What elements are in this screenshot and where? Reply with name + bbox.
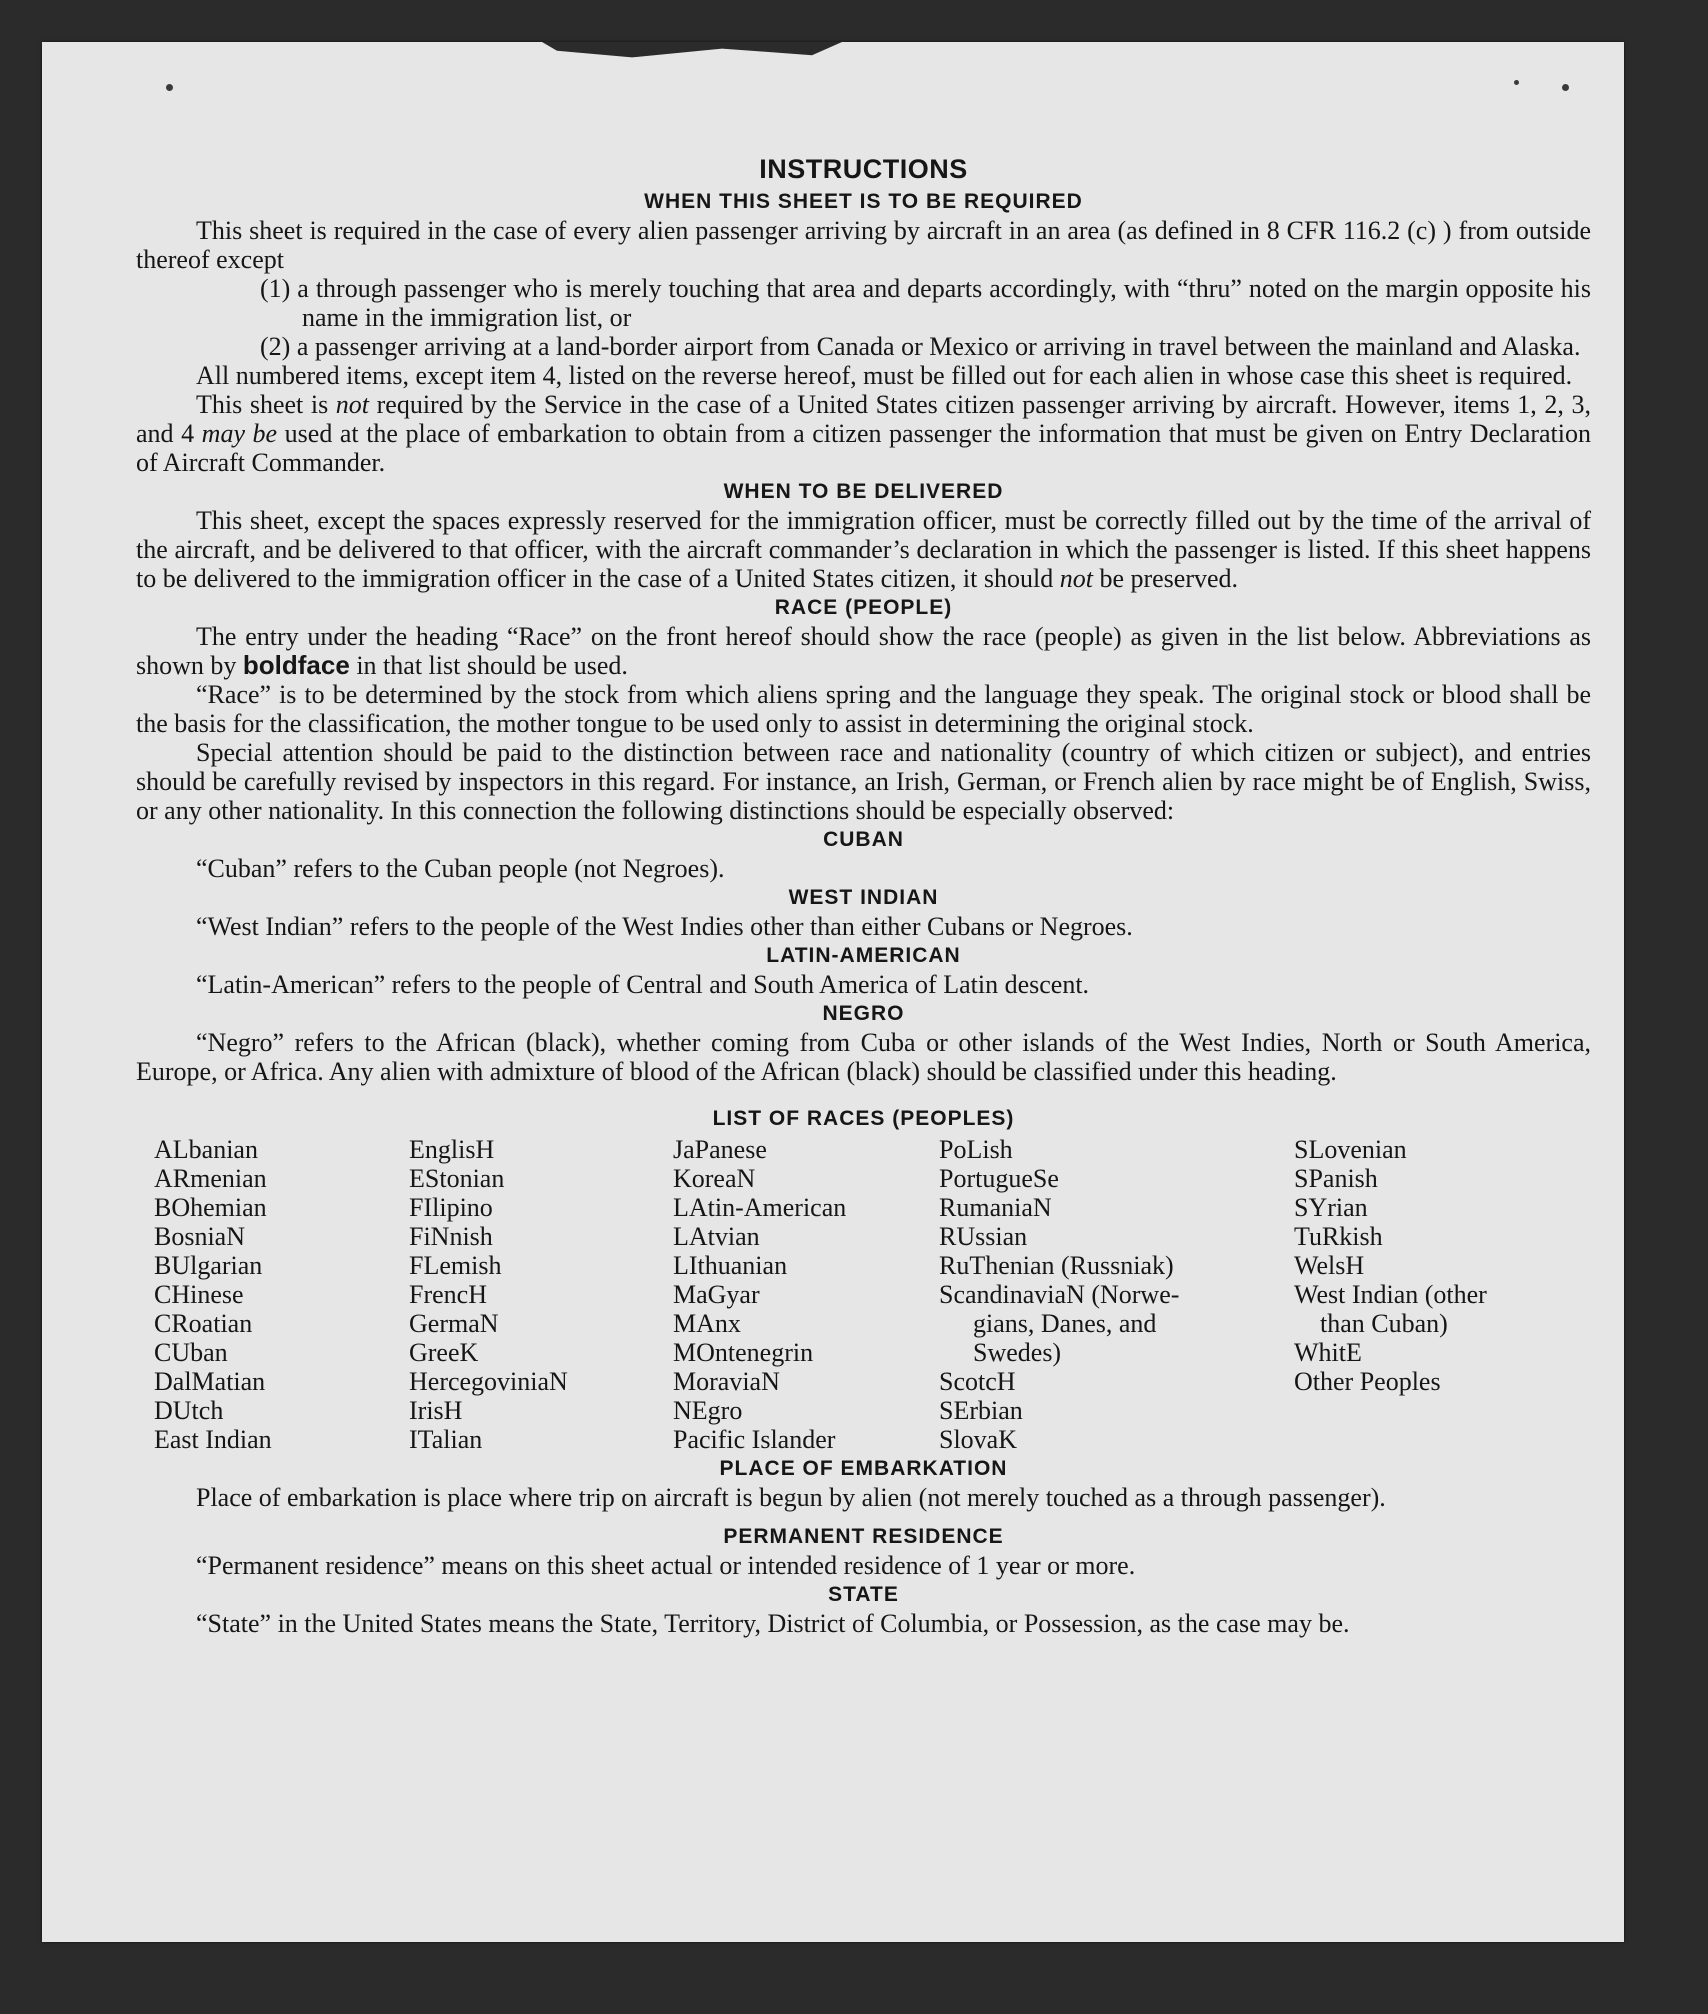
race-entry: MoraviaN <box>673 1367 780 1396</box>
race-entry: BUlgarian <box>154 1251 263 1280</box>
instructions-content <box>136 112 1591 1638</box>
race-entry: KoreaN <box>673 1164 756 1193</box>
list-item: (1) a through passenger who is merely touching that area and departs accordingly, with “thru” noted on the margin opposite his name in the immigration list, or <box>260 274 1591 332</box>
race-entry: CUban <box>154 1338 228 1367</box>
race-column <box>673 1135 939 1454</box>
punch-mark <box>1562 84 1569 91</box>
race-entry: CHinese <box>154 1280 244 1309</box>
race-entry: BosniaN <box>154 1222 245 1251</box>
punch-mark <box>166 84 173 91</box>
race-entry: LAtin-American <box>673 1193 847 1222</box>
heading-cuban: CUBAN <box>823 828 904 851</box>
list-item: (2) a passenger arriving at a land-border airport from Canada or Mexico or arriving in travel between the mainland and Alaska. <box>260 332 1581 361</box>
race-entry: SYrian <box>1294 1193 1368 1222</box>
race-entry: RumaniaN <box>939 1193 1052 1222</box>
race-entry: FrencH <box>409 1280 487 1309</box>
race-entry: IrisH <box>409 1396 463 1425</box>
paragraph: Place of embarkation is place where trip on aircraft is begun by alien (not merely touched as a through passenger). <box>196 1483 1386 1512</box>
race-entry: EnglisH <box>409 1135 495 1164</box>
race-entry-continued: than Cuban) <box>1320 1309 1448 1338</box>
race-entry: MAnx <box>673 1309 741 1338</box>
paragraph: “Negro” refers to the African (black), whether coming from Cuba or other islands of the West Indies, North or South America, Europe, or Africa. Any alien with admixture of blood of the African (black) should be classified under this heading. <box>136 1028 1591 1086</box>
paragraph: This sheet is required in the case of every alien passenger arriving by aircraft in an area (as defined in 8 CFR 116.2 (c) ) from outside thereof except <box>136 216 1591 274</box>
race-column <box>939 1135 1294 1454</box>
race-entry: HercegoviniaN <box>409 1367 568 1396</box>
paragraph: All numbered items, except item 4, listed on the reverse hereof, must be filled out for each alien in whose case this sheet is required. <box>196 361 1573 390</box>
race-entry: EStonian <box>409 1164 505 1193</box>
heading-when-required: WHEN THIS SHEET IS TO BE REQUIRED <box>644 190 1083 213</box>
paragraph: “Permanent residence” means on this sheet actual or intended residence of 1 year or more. <box>196 1551 1136 1580</box>
race-entry: ALbanian <box>154 1135 258 1164</box>
race-entry: SErbian <box>939 1396 1023 1425</box>
race-entry: SlovaK <box>939 1425 1017 1454</box>
race-entry: East Indian <box>154 1425 272 1454</box>
race-entry: SLovenian <box>1294 1135 1407 1164</box>
race-entry: FIlipino <box>409 1193 493 1222</box>
heading-negro: NEGRO <box>822 1002 905 1025</box>
race-list <box>154 1135 1591 1454</box>
paragraph: “Latin-American” refers to the people of Central and South America of Latin descent. <box>196 970 1090 999</box>
heading-west-indian: WEST INDIAN <box>788 886 939 909</box>
race-entry: GermaN <box>409 1309 499 1338</box>
paragraph: Special attention should be paid to the distinction between race and nationality (country of which citizen or subject), and entries should be carefully revised by inspectors in this regard. For instance, an Irish, German, or French alien by race might be of English, Swiss, or any other nationality. In this connection the following distinctions should be especially observed: <box>136 738 1591 825</box>
paragraph: “West Indian” refers to the people of the West Indies other than either Cubans or Negroes. <box>196 912 1133 941</box>
document-page <box>42 42 1624 1942</box>
race-entry: WelsH <box>1294 1251 1365 1280</box>
race-entry: RUssian <box>939 1222 1028 1251</box>
race-entry: ITalian <box>409 1425 483 1454</box>
paragraph: The entry under the heading “Race” on the front hereof should show the race (people) as given in the list below. Abbreviations as shown by boldface in that list should be used. <box>136 622 1591 680</box>
race-column <box>1294 1135 1574 1454</box>
race-entry: LAtvian <box>673 1222 760 1251</box>
race-entry: ARmenian <box>154 1164 267 1193</box>
race-entry: LIthuanian <box>673 1251 788 1280</box>
race-entry: PortugueSe <box>939 1164 1059 1193</box>
heading-when-delivered: WHEN TO BE DELIVERED <box>723 480 1004 503</box>
torn-edge <box>542 42 842 64</box>
race-entry: NEgro <box>673 1396 743 1425</box>
race-entry: Pacific Islander <box>673 1425 836 1454</box>
race-entry: BOhemian <box>154 1193 267 1222</box>
punch-mark <box>1514 80 1519 85</box>
paragraph: “Cuban” refers to the Cuban people (not Negroes). <box>196 854 725 883</box>
race-entry-continued: gians, Danes, and <box>973 1309 1157 1338</box>
heading-permanent-residence: PERMANENT RESIDENCE <box>723 1525 1004 1548</box>
race-entry: DalMatian <box>154 1367 266 1396</box>
page-title: INSTRUCTIONS <box>759 154 968 184</box>
race-entry: GreeK <box>409 1338 479 1367</box>
race-entry: MOntenegrin <box>673 1338 814 1367</box>
race-entry: ScandinaviaN (Norwe- <box>939 1280 1180 1309</box>
race-entry: WhitE <box>1294 1338 1362 1367</box>
race-entry-continued: Swedes) <box>973 1338 1062 1367</box>
race-entry: ScotcH <box>939 1367 1016 1396</box>
race-entry: MaGyar <box>673 1280 760 1309</box>
race-entry: West Indian (other <box>1294 1280 1487 1309</box>
race-entry: TuRkish <box>1294 1222 1383 1251</box>
race-entry: RuThenian (Russniak) <box>939 1251 1174 1280</box>
race-entry: SPanish <box>1294 1164 1378 1193</box>
race-entry: DUtch <box>154 1396 224 1425</box>
race-column <box>154 1135 409 1454</box>
paragraph: This sheet is not required by the Service in the case of a United States citizen passenger arriving by aircraft. However, items 1, 2, 3, and 4 may be used at the place of embarkation to obtain from a citizen passenger the information that must be given on Entry Declaration of Aircraft Commander. <box>136 390 1591 477</box>
heading-state: STATE <box>828 1583 899 1606</box>
paragraph: “State” in the United States means the State, Territory, District of Columbia, or Possession, as the case may be. <box>196 1609 1350 1638</box>
race-entry: PoLish <box>939 1135 1013 1164</box>
race-entry: FiNnish <box>409 1222 493 1251</box>
race-column <box>409 1135 673 1454</box>
race-entry: Other Peoples <box>1294 1367 1441 1396</box>
paragraph: “Race” is to be determined by the stock from which aliens spring and the language they speak. The original stock or blood shall be the basis for the classification, the mother tongue to be used only to assist in determining the original stock. <box>136 680 1591 738</box>
heading-race: RACE (PEOPLE) <box>774 596 953 619</box>
race-entry: CRoatian <box>154 1309 253 1338</box>
heading-list-of-races: LIST OF RACES (PEOPLES) <box>712 1107 1015 1130</box>
heading-place-of-embarkation: PLACE OF EMBARKATION <box>719 1457 1008 1480</box>
heading-latin-american: LATIN-AMERICAN <box>766 944 961 967</box>
race-entry: JaPanese <box>673 1135 767 1164</box>
paragraph: This sheet, except the spaces expressly reserved for the immigration officer, must be correctly filled out by the time of the arrival of the aircraft, and be delivered to that officer, with the aircraft commander’s declaration in which the passenger is listed. If this sheet happens to be delivered to the immigration officer in the case of a United States citizen, it should not be preserved. <box>136 506 1591 593</box>
race-entry: FLemish <box>409 1251 502 1280</box>
